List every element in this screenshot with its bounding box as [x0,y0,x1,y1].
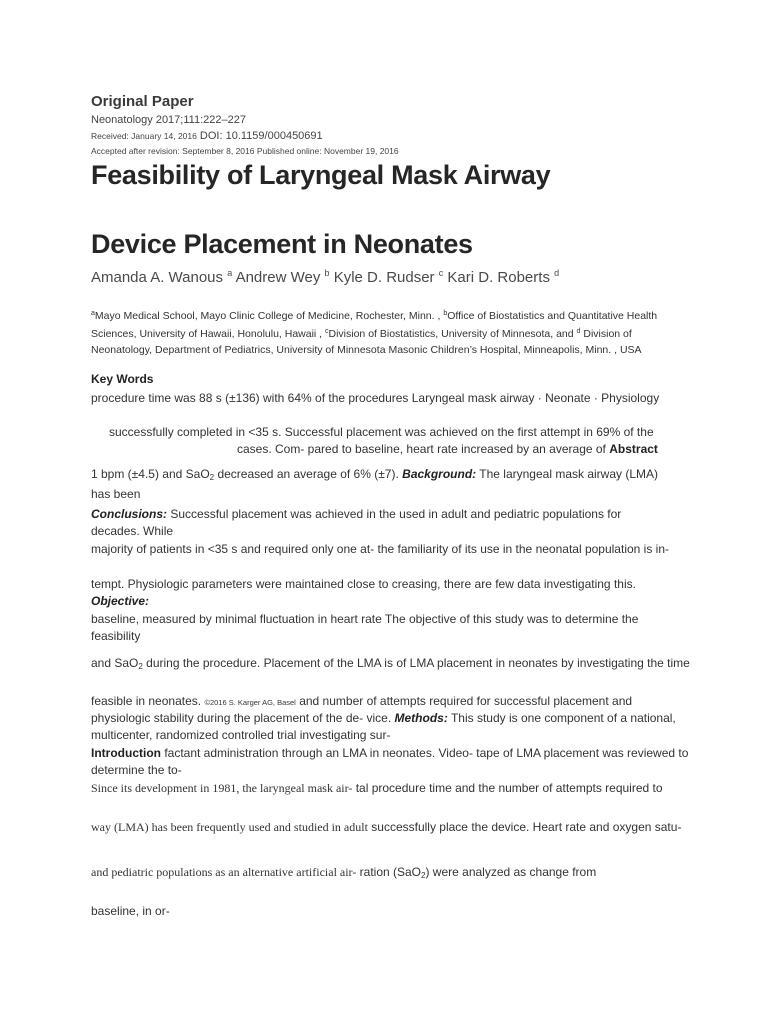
author-name: Kyle D. Rudser [333,269,435,286]
body-text: of LMA placement in neonates by investigating the time [396,656,690,670]
author-list [91,268,559,286]
title-line-2: Device Placement in Neonates [91,229,473,259]
body-line-11 [91,693,632,711]
body-line-9: baseline, measured by minimal fluctuation in heart rate The objective of this study was to determine the feasibility [91,612,639,643]
doi: DOI: 10.1159/000450691 [199,130,323,142]
body-line-4 [91,466,671,503]
body-line-10 [91,655,691,675]
subscript: 2 [421,871,426,880]
abstract-heading: Abstract [609,442,658,456]
body-text: ) were analyzed as change from [425,865,597,879]
author-name: Amanda A. Wanous [91,269,224,286]
methods-heading: Methods: [394,711,448,725]
author-name: Andrew Wey [235,269,321,286]
body-text: Successful placement was achieved in the used in adult and pediatric populations for decades. While [91,507,622,538]
journal-citation: Neonatology 2017;111:222–227 [91,114,246,126]
body-text: and SaO [91,656,139,670]
subscript: 2 [209,473,215,482]
body-line-14 [91,780,681,797]
subscript: 2 [138,662,143,671]
body-text: successfully place the device. Heart rate and oxygen satu- [367,820,682,834]
body-text: This study is one component of a national, multicenter, randomized controlled trial investigating sur- [91,711,676,742]
author-affil-mark: a [227,268,233,278]
affil-mark: c [325,328,329,335]
affiliation-c: Division of Biostatistics, University of Minnesota, and [328,328,574,340]
body-text: The laryngeal mask airway (LMA) has been [91,467,659,501]
body-line-2: successfully completed in <35 s. Successful placement was achieved on the first attempt in 69% of the [109,425,654,439]
body-text: 1 bpm (±4.5) and SaO [91,467,210,481]
title-line-1: Feasibility of Laryngeal Mask Airway [91,160,551,190]
body-text: cases. Com- pared to baseline, heart rate increased by an average of [237,442,606,456]
author-name: Kari D. Roberts [447,269,550,286]
received-doi-line [91,130,323,142]
introduction-heading: Introduction [91,746,161,760]
received-date: Received: January 14, 2016 [91,131,197,141]
affil-mark: d [576,328,581,335]
affiliation-a: Mayo Medical School, Mayo Clinic College of Medicine, Rochester, Minn. , [94,310,441,322]
affiliations [91,306,691,358]
body-text: factant administration through an LMA in neonates. Video- tape of LMA placement was reviewed to determine the to- [91,746,689,777]
body-text: ration (SaO [356,865,422,879]
body-text: physiologic stability during the placement of the de- vice. [91,711,392,725]
body-line-3 [237,441,658,458]
body-text: feasible in neonates. [91,694,202,708]
author-affil-mark: c [438,268,444,278]
affiliation-d: Division of Neonatology, Department of Pediatrics, University of Minnesota Masonic Children’s Hospital, Minneapolis, Minn. , USA [91,328,642,356]
body-text: and number of attempts required for successful placement and [295,694,633,708]
body-text-serif: Since its development in 1981, the laryngeal mask air- [91,781,353,795]
body-line-7: tempt. Physiologic parameters were maintained close to creasing, there are few data investigating this. [91,577,636,591]
body-line-12 [91,710,691,744]
author-affil-mark: b [324,268,330,278]
body-text-serif: way (LMA) has been frequently used and studied in adult [91,820,368,834]
body-line-6: majority of patients in <35 s and required only one at- the familiarity of its use in the neonatal population is in- [91,542,669,556]
body-line-13 [91,745,691,779]
affil-mark: a [91,310,95,317]
background-heading: Background: [402,467,477,481]
body-text-serif: and pediatric populations as an alternative artificial air- [91,865,357,879]
conclusions-heading: Conclusions: [91,507,168,521]
copyright: ©2016 S. Karger AG, Basel [204,698,296,707]
body-text: during the procedure. Placement of the LMA is [142,656,393,670]
body-line-5 [91,506,671,540]
body-line-15 [91,819,691,836]
body-text: decreased an average of 6% (±7). [214,467,399,481]
body-line-17: baseline, in or- [91,904,170,918]
affil-mark: b [443,310,448,317]
objective-heading: Objective: [91,594,150,608]
accepted-published-line: Accepted after revision: September 8, 2016 Published online: November 19, 2016 [91,146,399,156]
body-line-1: procedure time was 88 s (±136) with 64% of the procedures Laryngeal mask airway · Neonate · Physiology [91,391,660,405]
affiliation-b: Office of Biostatistics and Quantitative Health Sciences, University of Hawaii, Honolulu, Hawaii , [91,310,658,340]
body-text: tal procedure time and the number of attempts required to [352,781,663,795]
article-type: Original Paper [91,93,194,110]
body-line-16 [91,864,596,884]
key-words-heading: Key Words [91,372,154,386]
author-affil-mark: d [554,268,560,278]
